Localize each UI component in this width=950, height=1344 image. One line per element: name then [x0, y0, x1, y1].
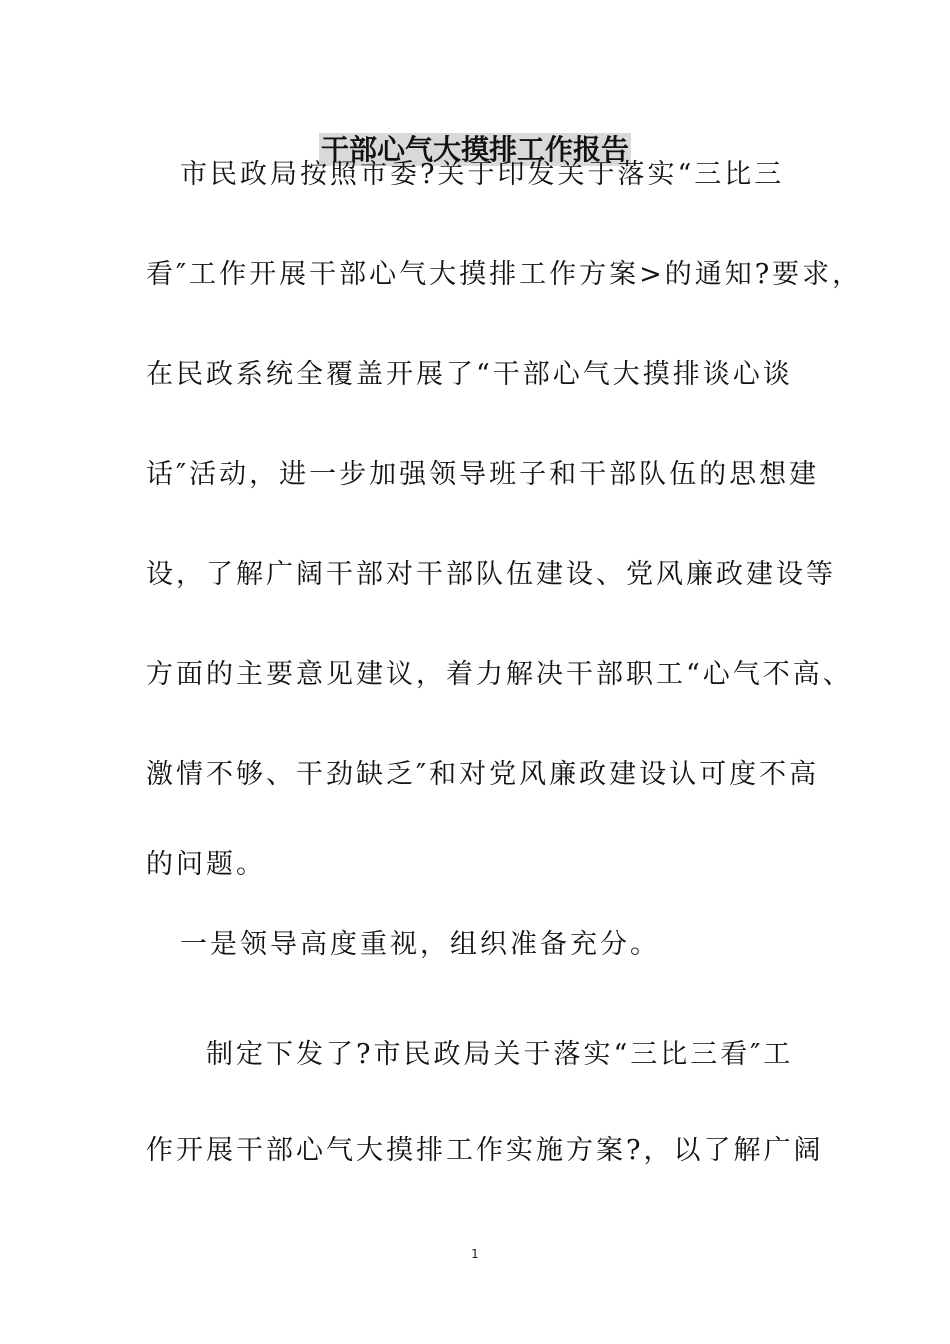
paragraph-line-7: 激情不够、干劲缺乏″和对党风廉政建设认可度不高 — [146, 759, 820, 790]
paragraph-line-4: 话″活动，进一步加强领导班子和干部队伍的思想建 — [146, 459, 820, 490]
section-heading-1: 一是领导高度重视，组织准备充分。 — [180, 929, 660, 960]
page-number: 1 — [471, 1247, 479, 1261]
paragraph-line-1: 市民政局按照市委?关于印发关于落实“三比三 — [180, 159, 785, 190]
paragraph-line-5: 设，了解广阔干部对干部队伍建设、党风廉政建设等 — [146, 559, 836, 590]
paragraph-line-6: 方面的主要意见建议，着力解决干部职工“心气不高、 — [146, 659, 853, 690]
paragraph-line-9: 制定下发了?市民政局关于落实“三比三看″工 — [206, 1039, 794, 1070]
paragraph-line-3: 在民政系统全覆盖开展了“干部心气大摸排谈心谈 — [146, 359, 793, 390]
paragraph-line-8: 的问题。 — [146, 849, 266, 880]
paragraph-line-2: 看″工作开展干部心气大摸排工作方案>的通知?要求， — [146, 259, 863, 290]
paragraph-line-10: 作开展干部心气大摸排工作实施方案?，以了解广阔 — [146, 1135, 824, 1166]
title-text: 干部心气大摸排工作报告 — [320, 133, 629, 166]
